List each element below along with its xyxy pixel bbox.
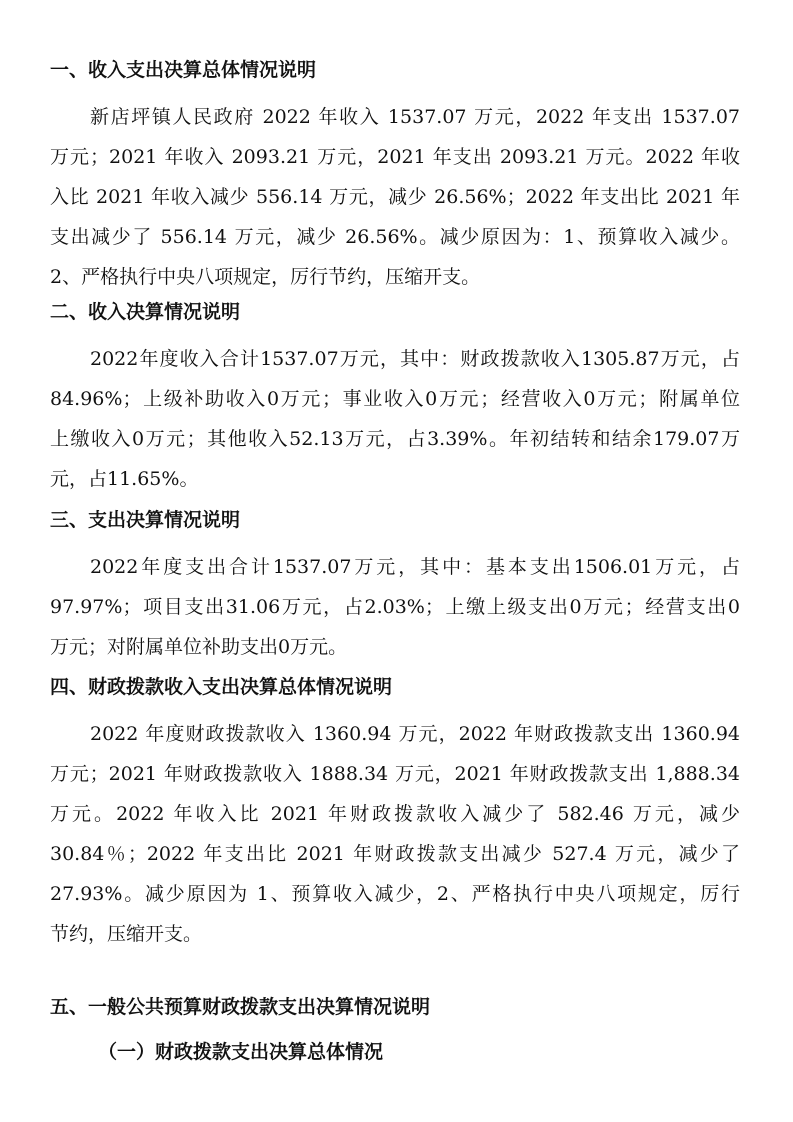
paragraph-line: 30.84％；2022 年支出比 2021 年财政拨款支出减少 527.4 万元，减少了 [50,843,740,865]
section-heading-1: 一、收入支出决算总体情况说明 [50,59,317,81]
paragraph-line: 万元；2021 年财政拨款收入 1888.34 万元，2021 年财政拨款支出 1,888.34 [50,763,740,785]
section-paragraph-4 [50,714,740,954]
paragraph-line: 万元；2021 年收入 2093.21 万元，2021 年支出 2093.21 万元。2022 年收 [50,146,740,168]
section-paragraph-3 [50,547,740,667]
paragraph-line: 万元。2022 年收入比 2021 年财政拨款收入减少了 582.46 万元，减少 [50,803,740,825]
section-paragraph-2 [50,339,740,499]
paragraph-line: 入比 2021 年收入减少 556.14 万元，减少 26.56%；2022 年支出比 2021 年 [50,186,740,208]
section-heading-5: 五、一般公共预算财政拨款支出决算情况说明 [50,996,431,1018]
paragraph-line: 2、严格执行中央八项规定，厉行节约，压缩开支。 [50,266,481,288]
paragraph-line: 2022年度支出合计1537.07万元，其中：基本支出1506.01万元，占 [90,556,740,578]
paragraph-line: 2022年度收入合计1537.07万元，其中：财政拨款收入1305.87万元，占 [90,348,740,370]
section-heading-4: 四、财政拨款收入支出决算总体情况说明 [50,676,393,698]
paragraph-line: 2022 年度财政拨款收入 1360.94 万元，2022 年财政拨款支出 1360.94 [90,723,740,745]
paragraph-line: 万元；对附属单位补助支出0万元。 [50,636,348,658]
paragraph-line: 97.97%；项目支出31.06万元，占2.03%；上缴上级支出0万元；经营支出0 [50,596,740,618]
paragraph-line: 84.96%；上级补助收入0万元；事业收入0万元；经营收入0万元；附属单位 [50,388,740,410]
paragraph-line: 节约，压缩开支。 [50,923,203,945]
paragraph-line: 上缴收入0万元；其他收入52.13万元，占3.39%。年初结转和结余179.07万 [50,428,740,450]
paragraph-line: 支出减少了 556.14 万元，减少 26.56%。减少原因为：1、预算收入减少。 [50,226,740,248]
section-subheading-5-1: （一）财政拨款支出决算总体情况 [98,1041,384,1063]
section-heading-2: 二、收入决算情况说明 [50,301,241,323]
paragraph-line: 元，占11.65%。 [50,468,199,490]
section-paragraph-1 [50,97,740,297]
section-heading-3: 三、支出决算情况说明 [50,509,241,531]
paragraph-line: 新店坪镇人民政府 2022 年收入 1537.07 万元，2022 年支出 1537.07 [90,106,740,128]
paragraph-line: 27.93%。减少原因为 1、预算收入减少，2、严格执行中央八项规定，厉行 [50,883,740,905]
